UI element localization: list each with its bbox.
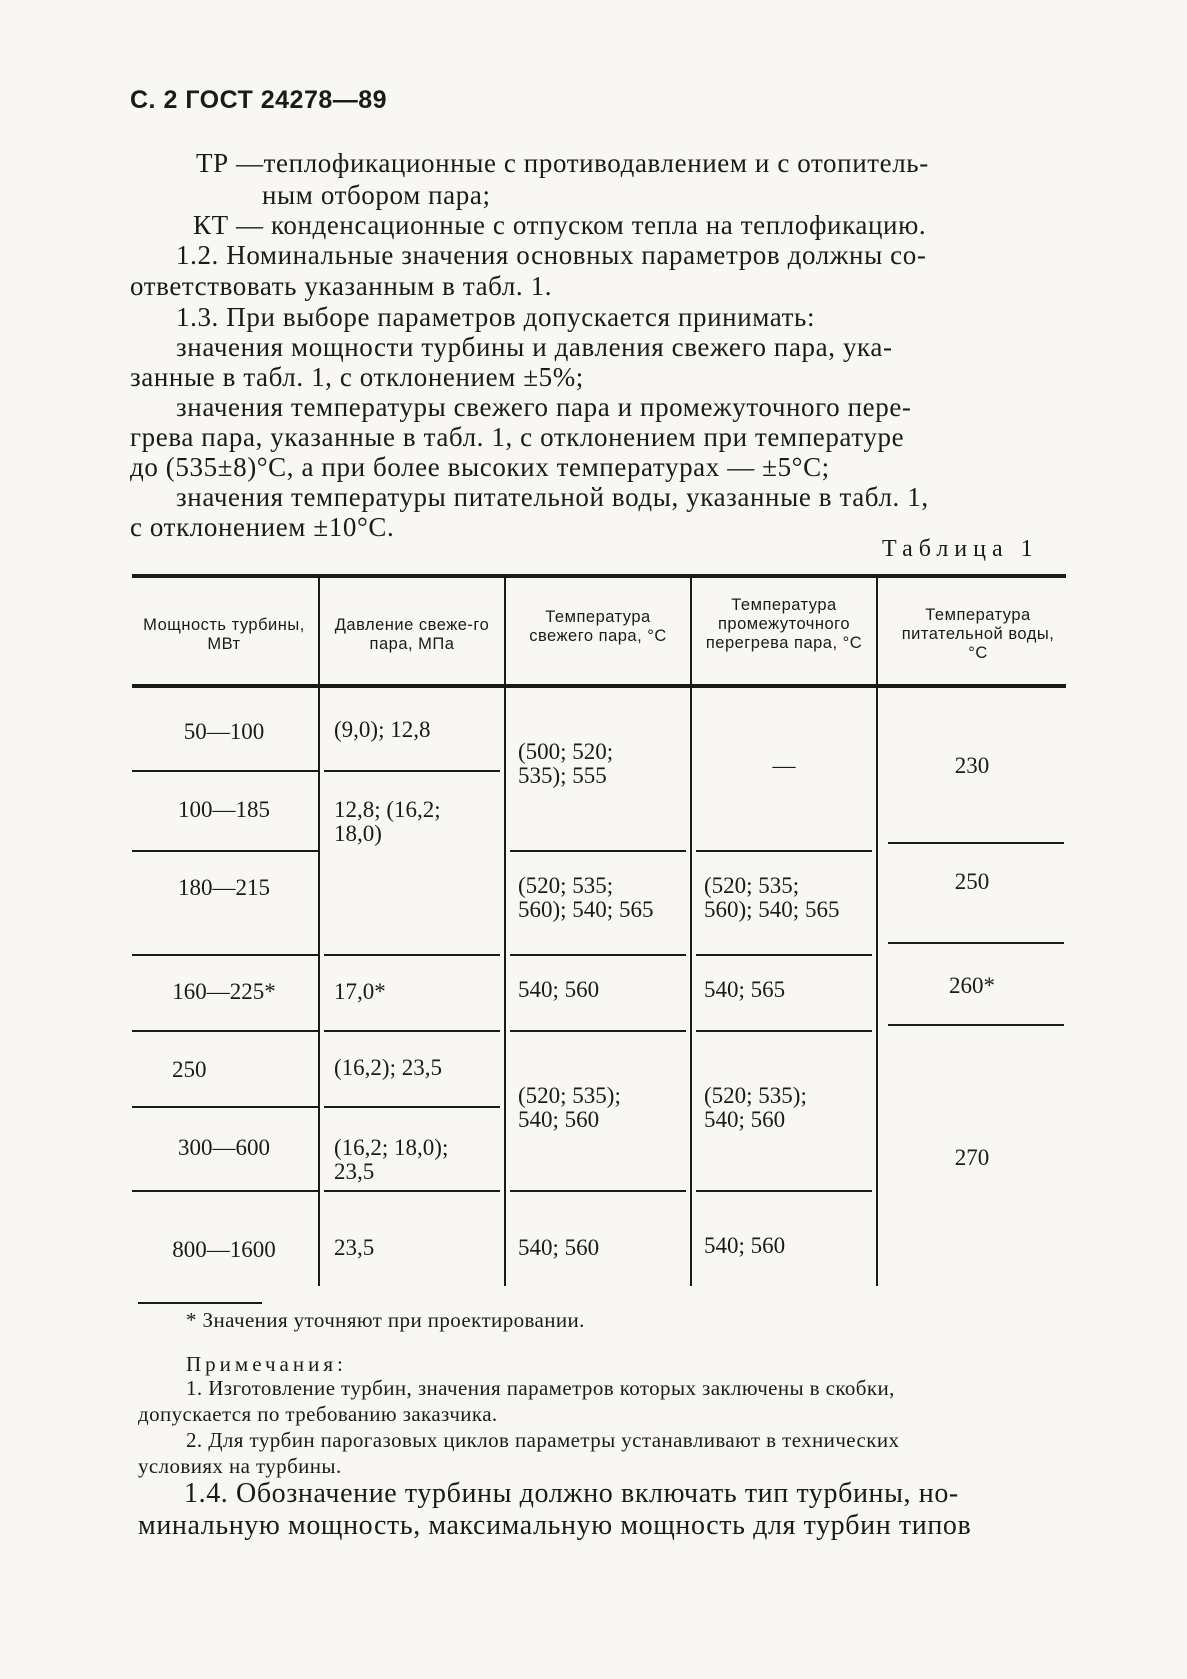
reheat-temp-cell: —	[772, 753, 796, 778]
tp-definition-line1: ТР —теплофикационные с противодавлением и с отопитель-	[196, 148, 929, 178]
row-rule	[324, 1106, 500, 1108]
note-2-line1: 2. Для турбин парогазовых циклов параметры устанавливают в технических	[186, 1428, 900, 1452]
footnote: * Значения уточняют при проектировании.	[186, 1308, 585, 1332]
header-reheat-temp: Температура промежуточного перегрева пара, °С	[705, 596, 863, 652]
para-1-3-b-line1: значения температуры свежего пара и промежуточного пере-	[176, 392, 912, 422]
power-cell: 160—225*	[172, 979, 276, 1004]
reheat-temp-cell: 540; 560	[704, 1233, 786, 1258]
row-rule	[132, 1106, 318, 1108]
pressure-cell: (9,0); 12,8	[334, 717, 431, 742]
power-cell: 100—185	[178, 797, 270, 822]
row-rule	[132, 1030, 318, 1032]
row-rule	[132, 1190, 318, 1192]
row-rule	[324, 1030, 500, 1032]
power-cell: 250	[172, 1057, 207, 1082]
power-cell: 800—1600	[172, 1237, 276, 1262]
col-separator	[504, 574, 506, 1286]
row-rule	[132, 954, 318, 956]
steam-temp-cell: (500; 520; 535); 555	[518, 739, 614, 788]
para-1-2-line2: ответствовать указанным в табл. 1.	[130, 271, 553, 301]
row-rule	[696, 1190, 872, 1192]
row-rule	[510, 1190, 686, 1192]
header-steam-temp: Температура свежего пара, °С	[529, 608, 667, 645]
row-rule	[696, 954, 872, 956]
note-2-line2: условиях на турбины.	[138, 1454, 342, 1478]
steam-temp-cell: 540; 560	[518, 977, 600, 1002]
power-cell: 300—600	[178, 1135, 270, 1160]
para-1-3-c-line1: значения температуры питательной воды, указанные в табл. 1,	[176, 482, 929, 512]
kt-definition: КТ — конденсационные с отпуском тепла на теплофикацию.	[193, 210, 927, 240]
pressure-cell: 17,0*	[334, 979, 386, 1004]
table-header-rule	[132, 684, 1066, 688]
col-separator	[876, 574, 878, 1286]
note-1-line1: 1. Изготовление турбин, значения параметров которых заключены в скобки,	[186, 1376, 895, 1400]
reheat-temp-cell: (520; 535; 560); 540; 565	[704, 873, 840, 922]
steam-temp-cell: (520; 535; 560); 540; 565	[518, 873, 654, 922]
steam-temp-cell: 540; 560	[518, 1235, 600, 1260]
notes-title: Примечания:	[186, 1352, 347, 1376]
para-1-3-b-line3: до (535±8)°С, а при более высоких температурах — ±5°С;	[130, 452, 830, 482]
para-1-4-line2: минальную мощность, максимальную мощность для турбин типов	[138, 1510, 972, 1541]
standard-code: ГОСТ 24278—89	[185, 86, 388, 114]
row-rule	[324, 770, 500, 772]
col-separator	[690, 574, 692, 1286]
header-pressure: Давление свеже-го пара, МПа	[334, 616, 490, 653]
row-rule	[696, 850, 872, 852]
para-1-3-b-line2: грева пара, указанные в табл. 1, с отклонением при температуре	[130, 422, 905, 452]
water-temp-cell: 270	[954, 1145, 990, 1170]
page-number: С. 2	[130, 86, 178, 114]
header-water-temp: Температура питательной воды, °С	[901, 606, 1055, 662]
pressure-cell: 23,5	[334, 1235, 375, 1260]
steam-temp-cell: (520; 535); 540; 560	[518, 1083, 621, 1132]
table-caption: Таблица 1	[882, 536, 1039, 562]
para-1-4-line1: 1.4. Обозначение турбины должно включать тип турбины, но-	[184, 1478, 959, 1509]
header-power: Мощность турбины, МВт	[143, 616, 305, 653]
para-1-2-line1: 1.2. Номинальные значения основных параметров должны со-	[176, 240, 927, 270]
row-rule	[510, 1030, 686, 1032]
para-1-3-a-line2: занные в табл. 1, с отклонением ±5%;	[130, 362, 584, 392]
pressure-cell: 12,8; (16,2; 18,0)	[334, 797, 441, 846]
row-rule	[324, 1190, 500, 1192]
reheat-temp-cell: 540; 565	[704, 977, 786, 1002]
reheat-temp-cell: (520; 535); 540; 560	[704, 1083, 807, 1132]
parameters-table	[130, 574, 1066, 1286]
row-rule	[888, 942, 1064, 944]
row-rule	[132, 850, 318, 852]
water-temp-cell: 230	[954, 753, 990, 778]
row-rule	[696, 1030, 872, 1032]
row-rule	[324, 954, 500, 956]
pressure-cell: (16,2); 23,5	[334, 1055, 442, 1080]
row-rule	[888, 842, 1064, 844]
power-cell: 180—215	[178, 875, 270, 900]
row-rule	[510, 954, 686, 956]
water-temp-cell: 250	[954, 869, 990, 894]
page-header	[130, 86, 387, 115]
col-separator	[318, 574, 320, 1286]
row-rule	[132, 770, 318, 772]
para-1-3-line1: 1.3. При выборе параметров допускается принимать:	[176, 302, 816, 332]
row-rule	[510, 850, 686, 852]
pressure-cell: (16,2; 18,0); 23,5	[334, 1135, 449, 1184]
power-cell: 50—100	[183, 719, 265, 744]
para-1-3-a-line1: значения мощности турбины и давления свежего пара, ука-	[176, 332, 893, 362]
footnote-rule	[138, 1302, 262, 1304]
tp-definition-line2: ным отбором пара;	[262, 180, 491, 210]
row-rule	[888, 1024, 1064, 1026]
note-1-line2: допускается по требованию заказчика.	[138, 1402, 498, 1426]
para-1-3-c-line2: с отклонением ±10°С.	[130, 512, 395, 542]
water-temp-cell: 260*	[949, 973, 995, 998]
table-top-rule	[132, 574, 1066, 578]
